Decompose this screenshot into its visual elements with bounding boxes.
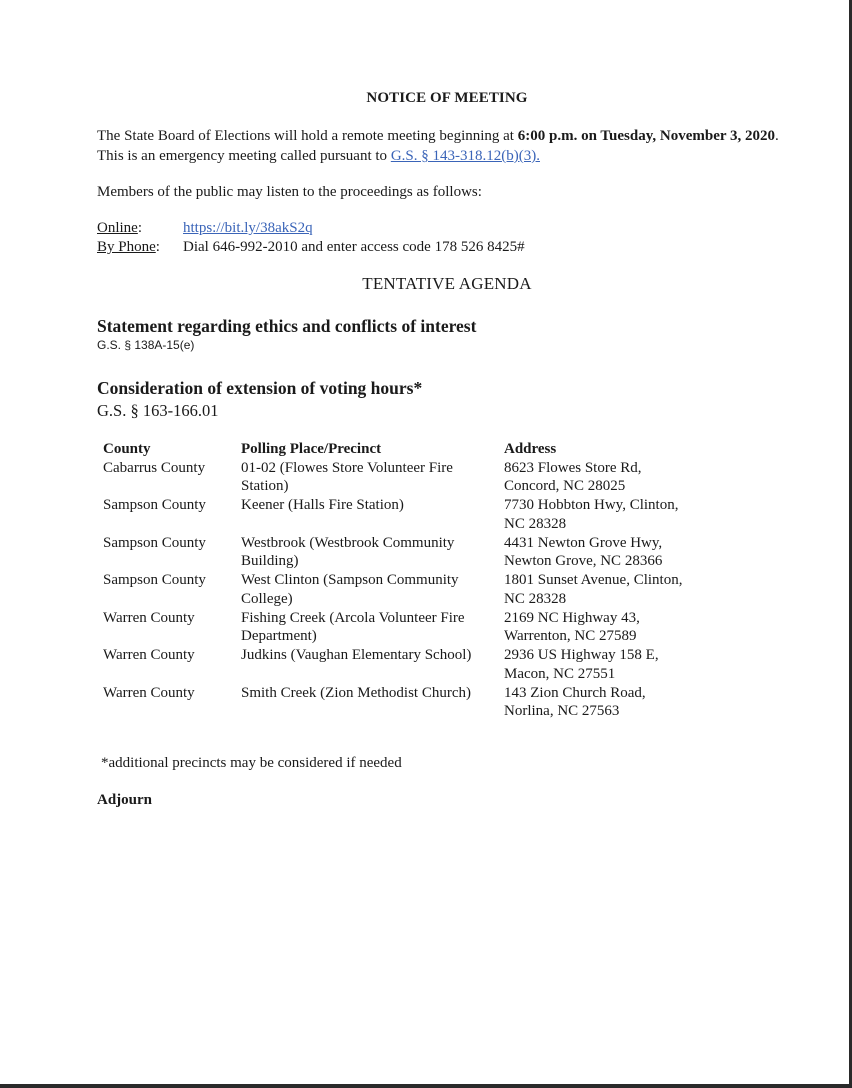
online-access-row (97, 219, 313, 237)
page-title: NOTICE OF MEETING (366, 90, 528, 106)
agenda-item-voting-hours-heading: Consideration of extension of voting hours* (97, 378, 423, 398)
phone-label-text: By Phone (97, 239, 156, 255)
precinct-cell: Keener (Halls Fire Station) (241, 497, 404, 513)
address-cell: 143 Zion Church Road, Norlina, NC 27563 (504, 684, 646, 719)
address-cell: 8623 Flowes Store Rd, Concord, NC 28025 (504, 459, 642, 494)
address-cell: 2936 US Highway 158 E, Macon, NC 27551 (504, 647, 659, 682)
county-cell: Cabarrus County (103, 459, 206, 476)
table-row (103, 609, 694, 647)
table-row (103, 534, 694, 572)
intro-time: 6:00 p.m. (517, 128, 578, 144)
precinct-cell: Judkins (Vaughan Elementary School) (241, 647, 472, 663)
members-text: Members of the public may listen to the proceedings as follows: (97, 184, 482, 200)
table-row (103, 684, 694, 722)
agenda-item-ethics-heading: Statement regarding ethics and conflicts of interest (97, 316, 477, 336)
precinct-cell: Westbrook (Westbrook Community Building) (241, 534, 455, 569)
agenda-item-ethics-citation: G.S. § 138A-15(e) (97, 338, 195, 352)
phone-label-colon: : (155, 239, 160, 255)
county-cell: Sampson County (103, 572, 206, 588)
table-row (103, 571, 694, 609)
col-header-county: County (103, 441, 151, 457)
address-cell: 7730 Hobbton Hwy, Clinton, NC 28328 (504, 497, 679, 532)
online-label-text: Online (97, 220, 138, 236)
address-cell: 2169 NC Highway 43, Warrenton, NC 27589 (504, 609, 640, 644)
county-cell: Sampson County (103, 534, 206, 551)
phone-access-row (97, 238, 525, 256)
precinct-cell: West Clinton (Sampson Community College) (241, 572, 459, 607)
online-label (97, 219, 183, 237)
phone-access-text: Dial 646-992-2010 and enter access code 178 526 8425# (183, 239, 525, 255)
county-cell: Sampson County (103, 497, 206, 513)
online-label-colon: : (137, 220, 142, 236)
col-header-precinct: Polling Place/Precinct (241, 441, 382, 457)
county-cell: Warren County (103, 684, 195, 701)
address-cell: 4431 Newton Grove Hwy, Newton Grove, NC 28366 (504, 534, 663, 569)
col-header-address: Address (504, 441, 557, 457)
intro-date: on Tuesday, November 3, 2020 (577, 128, 776, 144)
meeting-intro-paragraph (97, 126, 797, 166)
table-row (103, 646, 694, 684)
page-edge-bottom (0, 1084, 852, 1088)
table-row (103, 496, 694, 534)
precincts-table (103, 440, 694, 721)
phone-label (97, 238, 183, 256)
county-cell: Warren County (103, 609, 195, 626)
additional-precincts-note: *additional precincts may be considered if needed (101, 755, 402, 771)
county-cell: Warren County (103, 647, 195, 663)
intro-text-2: . This is an emergency meeting called pursuant to (97, 128, 779, 164)
agenda-item-voting-hours-citation: G.S. § 163-166.01 (97, 401, 219, 420)
intro-text-1: The State Board of Elections will hold a remote meeting beginning at (97, 128, 518, 144)
precinct-cell: Smith Creek (Zion Methodist Church) (241, 684, 471, 701)
adjourn-heading: Adjourn (97, 792, 153, 808)
table-row (103, 459, 694, 497)
precinct-cell: 01-02 (Flowes Store Volunteer Fire Station) (241, 459, 453, 494)
agenda-title: TENTATIVE AGENDA (362, 274, 532, 293)
online-url-link[interactable]: https://bit.ly/38akS2q (183, 220, 313, 236)
statute-link[interactable]: G.S. § 143-318.12(b)(3). (390, 148, 540, 164)
precinct-cell: Fishing Creek (Arcola Volunteer Fire Department) (241, 609, 465, 644)
table-header-row (103, 440, 694, 459)
address-cell: 1801 Sunset Avenue, Clinton, NC 28328 (504, 572, 683, 607)
